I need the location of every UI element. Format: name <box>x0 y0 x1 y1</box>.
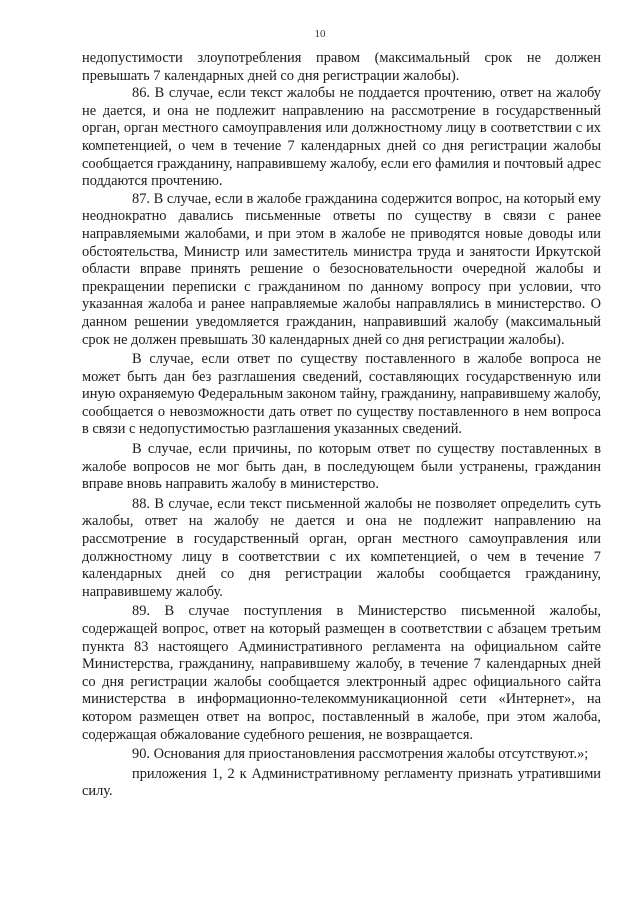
page-number: 10 <box>314 28 326 40</box>
paragraph-90: 90. Основания для приостановления рассмотрения жалобы отсутствуют.»; <box>132 746 589 763</box>
document-body <box>82 50 601 801</box>
paragraph-87-secret-info: В случае, если ответ по существу поставленного в жалобе вопроса не может быть дан без разглашения сведений, составляющих государственную или иную охраняемую Федеральным законом тайну, гражданину, направившему жалобу, сообщается о невозможности дать ответ по существу поставленного в нем вопроса в связи с недопустимостью разглашения указанных сведений. <box>82 351 601 438</box>
paragraph-86: 86. В случае, если текст жалобы не поддается прочтению, ответ на жалобу не дается, и она не подлежит направлению на рассмотрение в государственный орган, орган местного самоуправления или должностному лицу в соответствии с их компетенцией, о чем в течение 7 календарных дней со дня регистрации жалобы сообщается гражданину, направившему жалобу, если его фамилия и почтовый адрес поддаются прочтению. <box>82 85 601 190</box>
paragraph-87-resubmit: В случае, если причины, по которым ответ по существу поставленных в жалобе вопросов не мог быть дан, в последующем были устранены, гражданин вправе вновь направить жалобу в министерство. <box>82 441 601 493</box>
paragraph-appendices: приложения 1, 2 к Административному регламенту признать утратившими силу. <box>82 765 601 800</box>
paragraph-88: 88. В случае, если текст письменной жалобы не позволяет определить суть жалобы, ответ на жалобу не дается и она не подлежит направлению на рассмотрение в государственный орган, орган местного самоуправления или должностному лицу в соответствии с их компетенцией, о чем в течение 7 календарных дней со дня регистрации жалобы сообщается гражданину, направившему жалобу. <box>82 495 601 600</box>
paragraph-continuation: недопустимости злоупотребления правом (максимальный срок не должен превышать 7 календарных дней со дня регистрации жалобы). <box>82 50 601 84</box>
paragraph-87: 87. В случае, если в жалобе гражданина содержится вопрос, на который ему неоднократно давались письменные ответы по существу в связи с ранее направляемыми жалобами, и при этом в жалобе не приводятся новые доводы или обстоятельства, Министр или заместитель министра труда и занятости Иркутской области вправе принять решение о безосновательности очередной жалобы и прекращении переписки с гражданином по данному вопросу при условии, что указанная жалоба и ранее направляемые жалобы направлялись в министерство. О данном решении уведомляется гражданин, направивший жалобу (максимальный срок не должен превышать 30 календарных дней со дня регистрации жалобы). <box>82 190 601 348</box>
paragraph-89: 89. В случае поступления в Министерство письменной жалобы, содержащей вопрос, ответ на который размещен в соответствии с абзацем третьим пункта 83 настоящего Административного регламента на официальном сайте Министерства, гражданину, направившему жалобу, в течение 7 календарных дней со дня регистрации жалобы сообщается электронный адрес официального сайта министерства в информационно-телекоммуникационной сети «Интернет», на котором размещен ответ на вопрос, поставленный в жалобе, при этом жалоба, содержащая обжалование судебного решения, не возвращается. <box>82 603 601 743</box>
